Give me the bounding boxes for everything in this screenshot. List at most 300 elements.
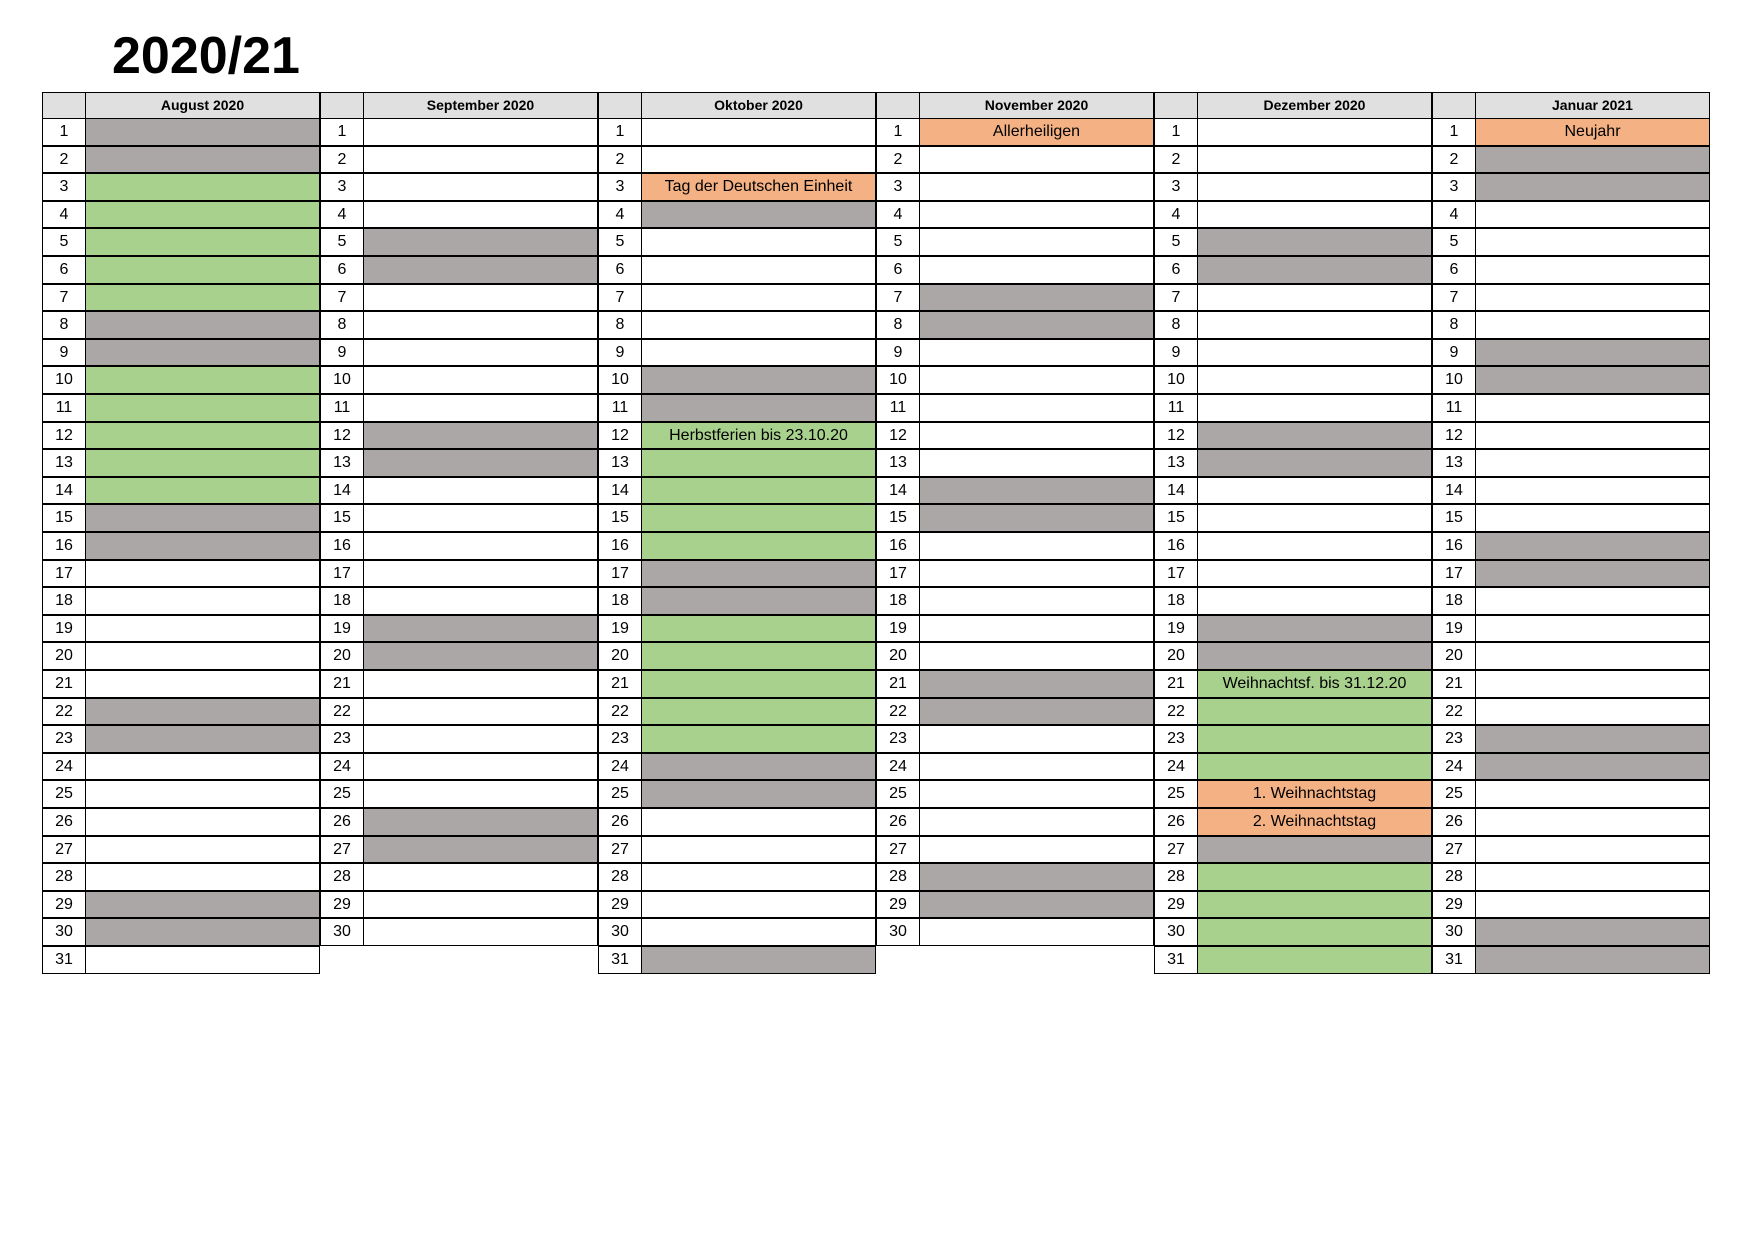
day-cell [363, 173, 598, 201]
day-number: 10 [1154, 366, 1198, 394]
day-row [1154, 118, 1432, 146]
day-cell [1197, 449, 1432, 477]
day-number: 5 [876, 228, 920, 256]
day-cell [363, 201, 598, 229]
day-row [598, 615, 876, 643]
day-number: 19 [876, 615, 920, 643]
day-row [598, 560, 876, 588]
day-number: 3 [1154, 173, 1198, 201]
day-row [1154, 477, 1432, 505]
day-row [1154, 725, 1432, 753]
day-row [598, 146, 876, 174]
day-number: 12 [598, 422, 642, 450]
day-cell [363, 670, 598, 698]
day-cell [1475, 284, 1710, 312]
day-row [1432, 228, 1710, 256]
day-row [598, 311, 876, 339]
day-cell [1475, 642, 1710, 670]
day-cell [641, 670, 876, 698]
day-number: 16 [876, 532, 920, 560]
day-row [42, 118, 320, 146]
day-cell [919, 228, 1154, 256]
day-row [42, 256, 320, 284]
day-cell [1475, 808, 1710, 836]
day-row [1154, 587, 1432, 615]
day-number: 1 [876, 118, 920, 146]
day-cell [363, 642, 598, 670]
day-row [876, 146, 1154, 174]
day-row [320, 698, 598, 726]
day-row [42, 753, 320, 781]
day-row [1432, 560, 1710, 588]
day-cell [363, 587, 598, 615]
day-number: 10 [876, 366, 920, 394]
day-cell [919, 201, 1154, 229]
day-cell [919, 366, 1154, 394]
day-row [1432, 946, 1710, 974]
day-cell [919, 808, 1154, 836]
day-cell [1197, 201, 1432, 229]
day-row [320, 201, 598, 229]
day-number: 12 [876, 422, 920, 450]
day-cell [85, 642, 320, 670]
day-cell [1197, 560, 1432, 588]
day-number: 24 [1432, 753, 1476, 781]
day-number: 31 [1432, 946, 1476, 974]
day-row [598, 339, 876, 367]
day-row [320, 504, 598, 532]
day-cell [1475, 394, 1710, 422]
day-number: 8 [1154, 311, 1198, 339]
day-cell [85, 863, 320, 891]
day-number: 19 [320, 615, 364, 643]
day-number: 15 [876, 504, 920, 532]
day-cell [919, 725, 1154, 753]
day-cell [363, 339, 598, 367]
day-number: 13 [1154, 449, 1198, 477]
day-cell [1197, 532, 1432, 560]
day-cell [641, 753, 876, 781]
day-cell [1197, 753, 1432, 781]
day-row [1154, 780, 1432, 808]
day-number: 18 [598, 587, 642, 615]
day-cell [641, 560, 876, 588]
day-row [598, 394, 876, 422]
day-number: 11 [598, 394, 642, 422]
day-number: 26 [1432, 808, 1476, 836]
day-row [598, 670, 876, 698]
day-number: 11 [1432, 394, 1476, 422]
day-cell: Herbstferien bis 23.10.20 [641, 422, 876, 450]
day-cell [85, 201, 320, 229]
day-row [876, 422, 1154, 450]
day-row [42, 863, 320, 891]
day-number: 21 [1154, 670, 1198, 698]
day-cell [919, 311, 1154, 339]
day-row [598, 366, 876, 394]
day-number: 15 [320, 504, 364, 532]
day-row [876, 587, 1154, 615]
day-cell [1197, 891, 1432, 919]
day-number: 11 [320, 394, 364, 422]
header-day-cell [598, 92, 642, 119]
day-cell [1197, 339, 1432, 367]
month-header [598, 92, 876, 119]
day-cell [641, 946, 876, 974]
day-cell [1475, 366, 1710, 394]
day-row [1154, 836, 1432, 864]
day-row [598, 504, 876, 532]
day-row [598, 946, 876, 974]
day-cell [1475, 256, 1710, 284]
day-number: 17 [598, 560, 642, 588]
day-row [320, 366, 598, 394]
day-row [42, 836, 320, 864]
day-cell [1475, 477, 1710, 505]
day-number: 17 [1432, 560, 1476, 588]
day-row [598, 780, 876, 808]
day-row [876, 504, 1154, 532]
day-row [876, 201, 1154, 229]
day-row [598, 587, 876, 615]
day-cell [363, 836, 598, 864]
day-cell [641, 477, 876, 505]
day-row [1432, 587, 1710, 615]
day-cell [1197, 256, 1432, 284]
day-number: 14 [320, 477, 364, 505]
day-number: 11 [42, 394, 86, 422]
day-cell [1475, 946, 1710, 974]
day-row [876, 642, 1154, 670]
day-cell [919, 477, 1154, 505]
day-cell [919, 339, 1154, 367]
day-number: 4 [598, 201, 642, 229]
month-name: August 2020 [85, 92, 320, 119]
day-cell [1475, 670, 1710, 698]
day-row [1154, 615, 1432, 643]
day-number: 2 [876, 146, 920, 174]
month-name: November 2020 [919, 92, 1154, 119]
day-row [42, 228, 320, 256]
day-number: 26 [42, 808, 86, 836]
day-cell: 1. Weihnachtstag [1197, 780, 1432, 808]
day-row [598, 753, 876, 781]
day-number: 23 [1432, 725, 1476, 753]
day-row [876, 615, 1154, 643]
day-number: 21 [876, 670, 920, 698]
day-cell [85, 808, 320, 836]
day-row [320, 725, 598, 753]
day-number: 25 [42, 780, 86, 808]
day-row [1432, 753, 1710, 781]
day-number: 14 [598, 477, 642, 505]
day-cell [919, 173, 1154, 201]
day-number: 26 [598, 808, 642, 836]
day-row [1432, 449, 1710, 477]
day-row [1432, 339, 1710, 367]
day-number: 29 [320, 891, 364, 919]
day-number: 29 [1432, 891, 1476, 919]
day-number: 21 [320, 670, 364, 698]
day-number: 6 [876, 256, 920, 284]
day-number: 3 [42, 173, 86, 201]
day-cell [919, 670, 1154, 698]
day-cell [363, 863, 598, 891]
day-number: 23 [1154, 725, 1198, 753]
day-cell [641, 339, 876, 367]
day-number: 25 [598, 780, 642, 808]
header-day-cell [1154, 92, 1198, 119]
day-row [1154, 201, 1432, 229]
day-row [1432, 642, 1710, 670]
day-number: 16 [598, 532, 642, 560]
day-cell [85, 532, 320, 560]
day-number: 22 [1432, 698, 1476, 726]
day-row [876, 780, 1154, 808]
day-cell [85, 504, 320, 532]
day-row [42, 366, 320, 394]
day-cell [641, 808, 876, 836]
day-row [876, 284, 1154, 312]
day-number: 5 [598, 228, 642, 256]
day-row [42, 725, 320, 753]
day-number: 13 [42, 449, 86, 477]
day-row [320, 863, 598, 891]
day-number: 14 [1432, 477, 1476, 505]
day-number: 2 [320, 146, 364, 174]
day-row [42, 201, 320, 229]
day-cell [363, 808, 598, 836]
day-number: 10 [1432, 366, 1476, 394]
day-cell [1475, 449, 1710, 477]
day-row [320, 918, 598, 946]
month-name: September 2020 [363, 92, 598, 119]
day-row [42, 587, 320, 615]
day-number: 5 [1154, 228, 1198, 256]
day-number: 29 [598, 891, 642, 919]
day-row [320, 477, 598, 505]
day-cell [1197, 642, 1432, 670]
month-name: Januar 2021 [1475, 92, 1710, 119]
day-cell [919, 753, 1154, 781]
day-cell [85, 366, 320, 394]
day-row [598, 642, 876, 670]
day-cell [1197, 173, 1432, 201]
day-cell [85, 477, 320, 505]
day-row [320, 449, 598, 477]
day-row [1154, 256, 1432, 284]
day-number: 15 [1432, 504, 1476, 532]
day-row [320, 891, 598, 919]
month-header [876, 92, 1154, 119]
day-row [1432, 891, 1710, 919]
day-cell [363, 311, 598, 339]
day-cell [641, 532, 876, 560]
day-number: 10 [320, 366, 364, 394]
day-cell [85, 836, 320, 864]
day-number: 13 [598, 449, 642, 477]
day-row [42, 560, 320, 588]
day-cell [363, 422, 598, 450]
day-row [1432, 780, 1710, 808]
day-row [1432, 422, 1710, 450]
day-number: 23 [320, 725, 364, 753]
day-row [876, 339, 1154, 367]
day-cell [1475, 560, 1710, 588]
day-cell [85, 780, 320, 808]
day-number: 17 [42, 560, 86, 588]
day-cell [641, 863, 876, 891]
day-number: 18 [1154, 587, 1198, 615]
day-number: 31 [598, 946, 642, 974]
day-number: 24 [598, 753, 642, 781]
day-cell [1475, 698, 1710, 726]
day-cell [1475, 228, 1710, 256]
day-number: 24 [42, 753, 86, 781]
day-cell [641, 836, 876, 864]
day-row [1432, 863, 1710, 891]
header-day-cell [320, 92, 364, 119]
day-cell [363, 698, 598, 726]
day-cell [641, 698, 876, 726]
day-row [876, 228, 1154, 256]
day-cell [85, 228, 320, 256]
day-row [598, 228, 876, 256]
day-row [598, 698, 876, 726]
day-number: 20 [876, 642, 920, 670]
day-row [598, 891, 876, 919]
day-row [320, 560, 598, 588]
day-number: 29 [42, 891, 86, 919]
day-row [42, 284, 320, 312]
day-number: 13 [1432, 449, 1476, 477]
day-number: 4 [1432, 201, 1476, 229]
day-number: 19 [1432, 615, 1476, 643]
day-number: 24 [320, 753, 364, 781]
day-cell [641, 918, 876, 946]
day-row [1154, 422, 1432, 450]
day-cell [919, 422, 1154, 450]
day-number: 14 [876, 477, 920, 505]
day-number: 7 [42, 284, 86, 312]
day-row [1432, 808, 1710, 836]
day-row [320, 256, 598, 284]
day-cell [85, 670, 320, 698]
day-row [320, 808, 598, 836]
day-cell [85, 339, 320, 367]
day-number: 16 [320, 532, 364, 560]
day-cell [363, 366, 598, 394]
day-number: 22 [42, 698, 86, 726]
day-row [1154, 698, 1432, 726]
day-cell [1475, 891, 1710, 919]
day-number: 14 [1154, 477, 1198, 505]
day-row [598, 808, 876, 836]
day-row [876, 366, 1154, 394]
day-number: 5 [42, 228, 86, 256]
day-number: 18 [1432, 587, 1476, 615]
day-cell [85, 449, 320, 477]
day-row [1154, 284, 1432, 312]
day-cell [85, 560, 320, 588]
day-row [876, 449, 1154, 477]
day-number: 23 [598, 725, 642, 753]
day-number: 29 [876, 891, 920, 919]
day-row [42, 642, 320, 670]
day-cell [1197, 504, 1432, 532]
day-row [1154, 146, 1432, 174]
day-cell [641, 118, 876, 146]
day-number: 21 [42, 670, 86, 698]
day-row [1154, 366, 1432, 394]
day-cell [1475, 918, 1710, 946]
day-row [320, 836, 598, 864]
day-number: 8 [42, 311, 86, 339]
day-number: 29 [1154, 891, 1198, 919]
day-cell [85, 422, 320, 450]
day-number: 26 [320, 808, 364, 836]
day-row [42, 173, 320, 201]
month-header [42, 92, 320, 119]
day-number: 28 [1154, 863, 1198, 891]
day-number: 9 [320, 339, 364, 367]
day-number: 13 [320, 449, 364, 477]
day-cell: Weihnachtsf. bis 31.12.20 [1197, 670, 1432, 698]
day-number: 12 [320, 422, 364, 450]
day-row [598, 422, 876, 450]
day-cell [363, 532, 598, 560]
day-number: 27 [320, 836, 364, 864]
day-row [42, 532, 320, 560]
day-number: 22 [320, 698, 364, 726]
day-row [876, 863, 1154, 891]
day-cell [919, 449, 1154, 477]
day-number: 19 [1154, 615, 1198, 643]
day-number: 7 [1432, 284, 1476, 312]
day-number: 16 [42, 532, 86, 560]
day-number: 19 [42, 615, 86, 643]
day-cell [85, 118, 320, 146]
day-cell [1197, 284, 1432, 312]
day-cell [363, 918, 598, 946]
day-number: 3 [1432, 173, 1476, 201]
day-cell [363, 725, 598, 753]
day-number: 15 [1154, 504, 1198, 532]
day-cell [919, 836, 1154, 864]
day-row [876, 808, 1154, 836]
day-row [876, 725, 1154, 753]
day-cell [1475, 753, 1710, 781]
day-number: 28 [876, 863, 920, 891]
day-row [1432, 311, 1710, 339]
day-cell [363, 284, 598, 312]
day-cell [1197, 946, 1432, 974]
day-row [320, 532, 598, 560]
day-number: 22 [876, 698, 920, 726]
day-number: 18 [876, 587, 920, 615]
day-cell [363, 146, 598, 174]
day-number: 20 [320, 642, 364, 670]
day-row [1432, 173, 1710, 201]
day-number: 1 [1432, 118, 1476, 146]
day-cell [363, 780, 598, 808]
day-cell [1475, 201, 1710, 229]
day-row [598, 201, 876, 229]
day-number: 9 [1432, 339, 1476, 367]
day-cell [1197, 698, 1432, 726]
header-day-cell [1432, 92, 1476, 119]
day-cell [363, 615, 598, 643]
